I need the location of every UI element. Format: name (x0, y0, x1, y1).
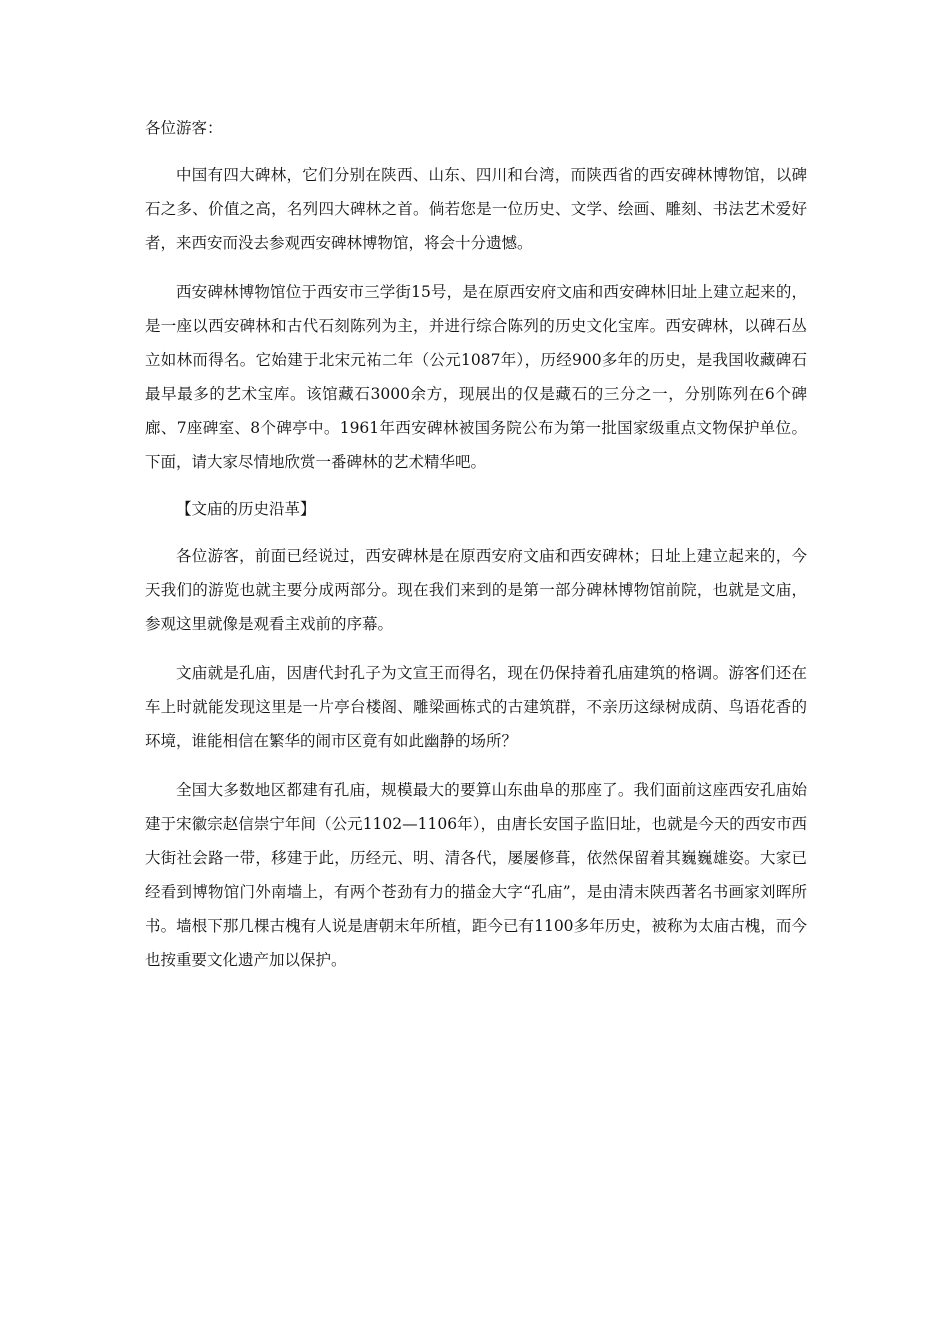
section-paragraph-2: 文庙就是孔庙，因唐代封孔子为文宣王而得名，现在仍保持着孔庙建筑的格调。游客们还在车上时就能发现这里是一片亭台楼阁、雕梁画栋式的古建筑群，不亲历这绿树成荫、鸟语花香的环境，谁能相信在繁华的闹市区竟有如此幽静的场所？ (145, 664, 807, 750)
section-heading: 【文庙的历史沿革】 (176, 500, 316, 518)
document-page (145, 113, 807, 992)
intro-paragraph-1: 中国有四大碑林，它们分别在陕西、山东、四川和台湾，而陕西省的西安碑林博物馆，以碑石之多、价值之高，名列四大碑林之首。倘若您是一位历史、文学、绘画、雕刻、书法艺术爱好者，来西安而没去参观西安碑林博物馆，将会十分遗憾。 (145, 166, 807, 252)
intro-paragraph-2: 西安碑林博物馆位于西安市三学街15号，是在原西安府文庙和西安碑林旧址上建立起来的，是一座以西安碑林和古代石刻陈列为主，并进行综合陈列的历史文化宝库。西安碑林，以碑石丛立如林而得名。它始建于北宋元祐二年（公元1087年），历经900多年的历史，是我国收藏碑石最早最多的艺术宝库。该馆藏石3000余方，现展出的仅是藏石的三分之一，分别陈列在6个碑廊、7座碑室、8个碑亭中。1961年西安碑林被国务院公布为第一批国家级重点文物保护单位。下面，请大家尽情地欣赏一番碑林的艺术精华吧。 (145, 283, 807, 471)
section-paragraph-1: 各位游客，前面已经说过，西安碑林是在原西安府文庙和西安碑林；日址上建立起来的，今天我们的游览也就主要分成两部分。现在我们来到的是第一部分碑林博物馆前院，也就是文庙，参观这里就像是观看主戏前的序幕。 (145, 547, 807, 633)
salutation: 各位游客： (145, 119, 223, 137)
section-paragraph-3: 全国大多数地区都建有孔庙，规模最大的要算山东曲阜的那座了。我们面前这座西安孔庙始建于宋徽宗赵信崇宁年间（公元1102—1106年），由唐长安国子监旧址，也就是今天的西安市西大街社会路一带，移建于此，历经元、明、清各代，屡屡修葺，依然保留着其巍巍雄姿。大家已经看到博物馆门外南墙上，有两个苍劲有力的描金大字“孔庙”，是由清末陕西著名书画家刘晖所书。墙根下那几棵古槐有人说是唐朝末年所植，距今已有1100多年历史，被称为太庙古槐，而今也按重要文化遗产加以保护。 (145, 781, 807, 969)
